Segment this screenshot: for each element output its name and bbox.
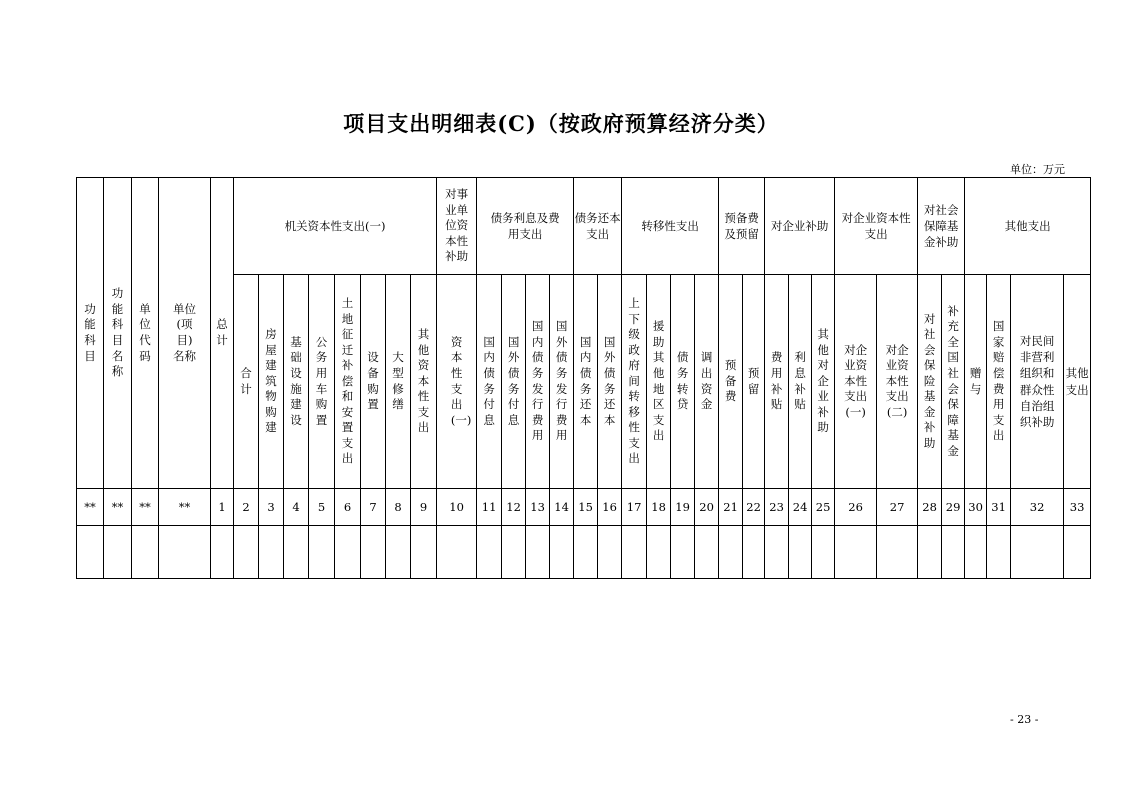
index-cell: 25 (812, 489, 835, 526)
index-cell: 21 (719, 489, 743, 526)
empty-cell (234, 526, 259, 579)
empty-cell (477, 526, 502, 579)
index-cell: 24 (789, 489, 812, 526)
col-header-12: 国外债务付息 (502, 275, 526, 489)
col-header-6: 土地征迁补偿和安置支出 (335, 275, 361, 489)
empty-cell (309, 526, 335, 579)
index-cell: 11 (477, 489, 502, 526)
col-header-24: 利息补贴 (789, 275, 812, 489)
index-cell: 29 (942, 489, 965, 526)
group-other-expenditure: 其他支出 (965, 178, 1091, 275)
group-enterprise-subsidy: 对企业补助 (765, 178, 835, 275)
empty-cell (104, 526, 132, 579)
empty-cell (647, 526, 671, 579)
col-header-2: 合计 (234, 275, 259, 489)
empty-cell (918, 526, 942, 579)
index-cell: 33 (1064, 489, 1091, 526)
empty-cell (437, 526, 477, 579)
col-header-33: 其他支出 (1064, 275, 1091, 489)
index-cell: 14 (550, 489, 574, 526)
empty-cell (598, 526, 622, 579)
index-cell: 30 (965, 489, 987, 526)
col-header-17: 上下级政府间转移性支出 (622, 275, 647, 489)
col-header-25: 其他对企业补助 (812, 275, 835, 489)
index-cell: 15 (574, 489, 598, 526)
index-cell: 32 (1011, 489, 1064, 526)
col-header-11: 国内债务付息 (477, 275, 502, 489)
index-cell: 17 (622, 489, 647, 526)
col-header-28: 对社会保险基金补助 (918, 275, 942, 489)
empty-cell (877, 526, 918, 579)
index-cell: 16 (598, 489, 622, 526)
empty-cell (965, 526, 987, 579)
col-header-30: 赠与 (965, 275, 987, 489)
empty-cell (502, 526, 526, 579)
empty-cell (335, 526, 361, 579)
empty-cell (550, 526, 574, 579)
col-header-23: 费用补贴 (765, 275, 789, 489)
index-cell: 19 (671, 489, 695, 526)
col-header-19: 债务转贷 (671, 275, 695, 489)
index-cell: ** (104, 489, 132, 526)
index-cell: 7 (361, 489, 386, 526)
index-cell: 9 (411, 489, 437, 526)
empty-cell (743, 526, 765, 579)
index-cell: 1 (211, 489, 234, 526)
col-header-22: 预留 (743, 275, 765, 489)
empty-cell (789, 526, 812, 579)
col-header-5: 公务用车购置 (309, 275, 335, 489)
group-transfer-expenditure: 转移性支出 (622, 178, 719, 275)
index-cell: 18 (647, 489, 671, 526)
col-header-21: 预备费 (719, 275, 743, 489)
empty-cell (719, 526, 743, 579)
header-func-subject-name: 功能科目名称 (104, 178, 132, 489)
empty-cell (284, 526, 309, 579)
budget-table (76, 177, 1091, 579)
col-header-14: 国外债务发行费用 (550, 275, 574, 489)
empty-cell (765, 526, 789, 579)
col-header-4: 基础设施建设 (284, 275, 309, 489)
empty-cell (671, 526, 695, 579)
index-cell: ** (77, 489, 104, 526)
index-cell: 4 (284, 489, 309, 526)
empty-cell (812, 526, 835, 579)
header-unit-code: 单位代码 (132, 178, 159, 489)
empty-cell (259, 526, 284, 579)
group-institution-capital-subsidy: 对事业单位资本性补助 (437, 178, 477, 275)
index-cell: 3 (259, 489, 284, 526)
col-header-9: 其他资本性支出 (411, 275, 437, 489)
index-cell: 10 (437, 489, 477, 526)
index-cell: 20 (695, 489, 719, 526)
empty-data-row (77, 526, 1091, 579)
empty-cell (132, 526, 159, 579)
col-header-13: 国内债务发行费用 (526, 275, 550, 489)
empty-cell (361, 526, 386, 579)
empty-cell (574, 526, 598, 579)
index-cell: 5 (309, 489, 335, 526)
col-header-29: 补充全国社会保障基金 (942, 275, 965, 489)
index-cell: 28 (918, 489, 942, 526)
group-debt-principal: 债务还本支出 (574, 178, 622, 275)
header-row-1 (77, 178, 1091, 275)
col-header-32: 对民间非营利组织和群众性自治组织补助 (1011, 275, 1064, 489)
empty-cell (211, 526, 234, 579)
index-cell: 8 (386, 489, 411, 526)
col-header-31: 国家赔偿费用支出 (987, 275, 1011, 489)
group-social-security-fund: 对社会保障基金补助 (918, 178, 965, 275)
page-title: 项目支出明细表(C)（按政府预算经济分类） (343, 111, 779, 136)
index-cell: ** (159, 489, 211, 526)
index-cell: 23 (765, 489, 789, 526)
col-header-27: 对企业资本性支出(二) (877, 275, 918, 489)
col-header-16: 国外债务还本 (598, 275, 622, 489)
col-header-26: 对企业资本性支出(一) (835, 275, 877, 489)
empty-cell (622, 526, 647, 579)
index-cell: 26 (835, 489, 877, 526)
index-cell: 2 (234, 489, 259, 526)
empty-cell (159, 526, 211, 579)
index-cell: ** (132, 489, 159, 526)
empty-cell (1011, 526, 1064, 579)
unit-label: 单位：万元 (1010, 163, 1065, 176)
empty-cell (987, 526, 1011, 579)
col-header-20: 调出资金 (695, 275, 719, 489)
empty-cell (386, 526, 411, 579)
header-unit-name: 单位(项目)名称 (159, 178, 211, 489)
index-cell: 27 (877, 489, 918, 526)
header-func-subject: 功能科目 (77, 178, 104, 489)
group-reserve: 预备费及预留 (719, 178, 765, 275)
empty-cell (695, 526, 719, 579)
empty-cell (942, 526, 965, 579)
group-debt-interest: 债务利息及费用支出 (477, 178, 574, 275)
col-header-7: 设备购置 (361, 275, 386, 489)
column-index-row (77, 489, 1091, 526)
col-header-3: 房屋建筑物购建 (259, 275, 284, 489)
index-cell: 13 (526, 489, 550, 526)
index-cell: 12 (502, 489, 526, 526)
empty-cell (1064, 526, 1091, 579)
col-header-10: 资本性支出(一) (437, 275, 477, 489)
page-number: - 23 - (1010, 713, 1039, 726)
col-header-8: 大型修缮 (386, 275, 411, 489)
group-enterprise-capital: 对企业资本性支出 (835, 178, 918, 275)
col-header-15: 国内债务还本 (574, 275, 598, 489)
empty-cell (526, 526, 550, 579)
empty-cell (835, 526, 877, 579)
index-cell: 31 (987, 489, 1011, 526)
col-header-18: 援助其他地区支出 (647, 275, 671, 489)
empty-cell (411, 526, 437, 579)
header-total: 总计 (211, 178, 234, 489)
index-cell: 6 (335, 489, 361, 526)
group-capital-expenditure: 机关资本性支出(一) (234, 178, 437, 275)
empty-cell (77, 526, 104, 579)
index-cell: 22 (743, 489, 765, 526)
